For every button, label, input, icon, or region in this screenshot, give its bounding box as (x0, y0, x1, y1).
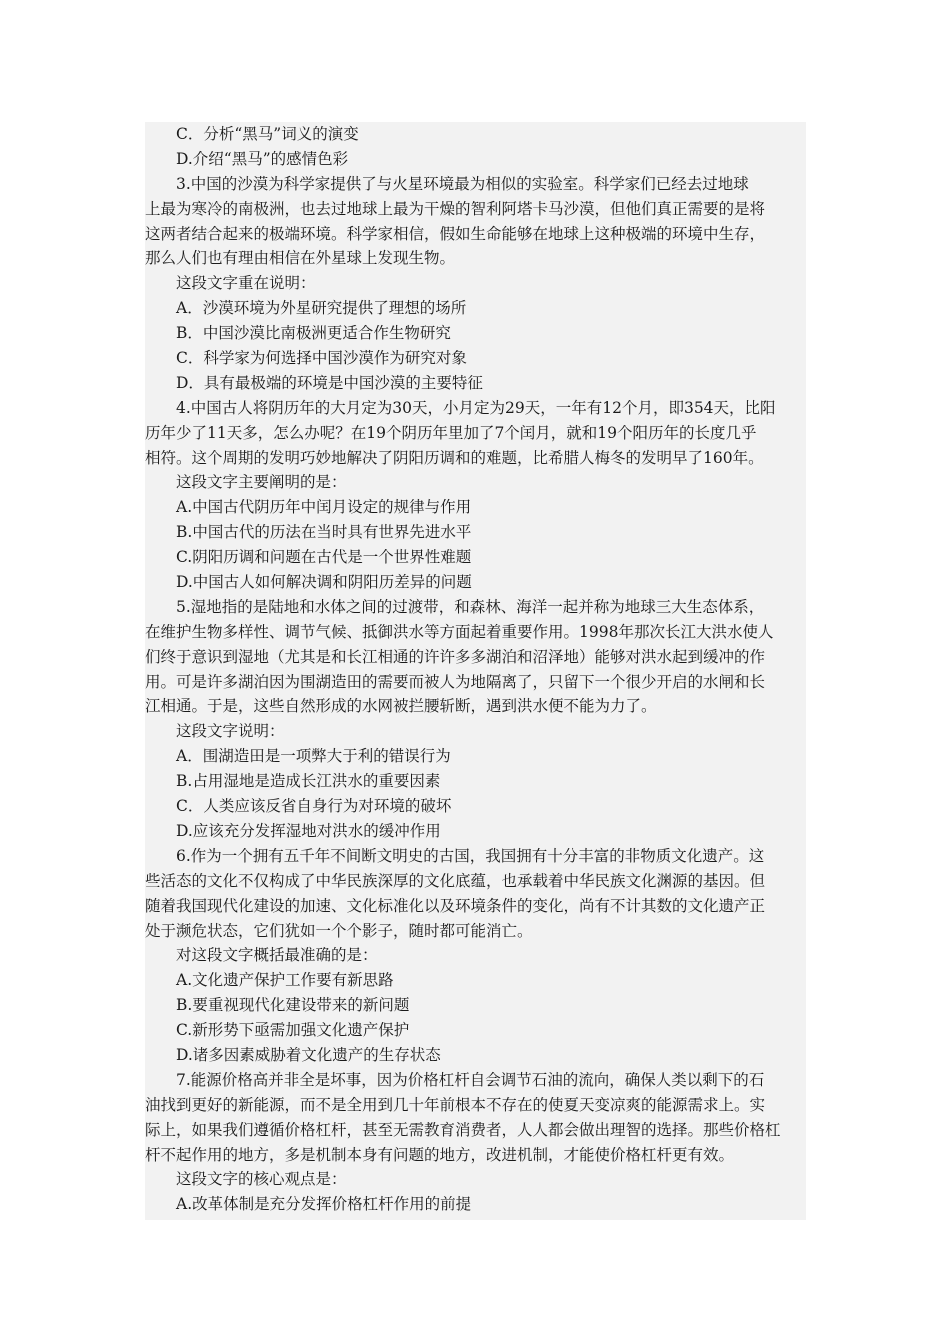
answer-option: C.新形势下亟需加强文化遗产保护 (176, 1021, 410, 1040)
answer-option: D.中国古人如何解决调和阴阳历差异的问题 (176, 573, 472, 592)
answer-option: A.改革体制是充分发挥价格杠杆作用的前提 (176, 1195, 472, 1214)
question-paragraph-start: 4.中国古人将阴历年的大月定为30天，小月定为29天，一年有12个月，即354天，比阳 (176, 398, 776, 417)
question-paragraph-line: 用。可是许多湖泊因为围湖造田的需要而被人为地隔离了，只留下一个很少开启的水闸和长 (145, 672, 766, 691)
question-paragraph-line: 上最为寒冷的南极洲，也去过地球上最为干燥的智利阿塔卡马沙漠，但他们真正需要的是将 (145, 199, 766, 218)
question-paragraph-line: 们终于意识到湿地（尤其是和长江相通的许许多多湖泊和沼泽地）能够对洪水起到缓冲的作 (145, 647, 766, 666)
answer-option: D.介绍“黑马”的感情色彩 (176, 149, 349, 168)
question-paragraph-line: 际上，如果我们遵循价格杠杆，甚至无需教育消费者，人人都会做出理智的选择。那些价格杠 (145, 1120, 781, 1139)
answer-option: D．具有最极端的环境是中国沙漠的主要特征 (176, 373, 483, 392)
answer-option: B.占用湿地是造成长江洪水的重要因素 (176, 772, 441, 791)
question-prompt: 对这段文字概括最准确的是： (176, 946, 378, 965)
answer-option: A.文化遗产保护工作要有新思路 (176, 971, 394, 990)
question-prompt: 这段文字重在说明： (176, 274, 316, 293)
question-paragraph-line: 那么人们也有理由相信在外星球上发现生物。 (145, 249, 456, 268)
question-prompt: 这段文字说明： (176, 722, 285, 741)
question-paragraph-line: 这两者结合起来的极端环境。科学家相信，假如生命能够在地球上这种极端的环境中生存， (145, 224, 766, 243)
answer-option: C．人类应该反省自身行为对环境的破坏 (176, 797, 452, 816)
question-paragraph-line: 些活态的文化不仅构成了中华民族深厚的文化底蕴，也承载着中华民族文化渊源的基因。但 (145, 871, 766, 890)
answer-option: A．沙漠环境为外星研究提供了理想的场所 (176, 299, 467, 318)
question-prompt: 这段文字的核心观点是： (176, 1170, 347, 1189)
answer-option: C．分析“黑马”词义的演变 (176, 125, 359, 143)
answer-option: D.诸多因素威胁着文化遗产的生存状态 (176, 1045, 441, 1064)
answer-option: C.阴阳历调和问题在古代是一个世界性难题 (176, 548, 472, 567)
question-paragraph-line: 油找到更好的新能源，而不是全用到几十年前根本不存在的使夏天变凉爽的能源需求上。实 (145, 1095, 766, 1114)
answer-option: B.要重视现代化建设带来的新问题 (176, 996, 410, 1015)
answer-option: A.中国古代阴历年中闰月设定的规律与作用 (176, 498, 472, 517)
question-paragraph-start: 7.能源价格高并非全是坏事，因为价格杠杆自会调节石油的流向，确保人类以剩下的石 (176, 1070, 765, 1089)
document-text-block (145, 122, 806, 1220)
question-paragraph-start: 6.作为一个拥有五千年不间断文明史的古国，我国拥有十分丰富的非物质文化遗产。这 (176, 846, 765, 865)
answer-option: D.应该充分发挥湿地对洪水的缓冲作用 (176, 821, 441, 840)
answer-option: B.中国古代的历法在当时具有世界先进水平 (176, 523, 472, 542)
question-paragraph-line: 处于濒危状态，它们犹如一个个影子，随时都可能消亡。 (145, 921, 533, 940)
answer-option: A．围湖造田是一项弊大于利的错误行为 (176, 747, 451, 766)
question-paragraph-line: 相符。这个周期的发明巧妙地解决了阴阳历调和的难题，比希腊人梅冬的发明早了160年。 (145, 448, 764, 467)
question-paragraph-line: 江相通。于是，这些自然形成的水网被拦腰斩断，遇到洪水便不能为力了。 (145, 697, 657, 716)
question-paragraph-start: 3.中国的沙漠为科学家提供了与火星环境最为相似的实验室。科学家们已经去过地球 (176, 174, 749, 193)
question-paragraph-line: 历年少了11天多，怎么办呢？在19个阴历年里加了7个闰月，就和19个阳历年的长度几乎 (145, 423, 757, 442)
question-paragraph-line: 在维护生物多样性、调节气候、抵御洪水等方面起着重要作用。1998年那次长江大洪水使人 (145, 622, 774, 641)
question-paragraph-start: 5.湿地指的是陆地和水体之间的过渡带，和森林、海洋一起并称为地球三大生态体系， (176, 597, 765, 616)
question-prompt: 这段文字主要阐明的是： (176, 473, 347, 492)
question-paragraph-line: 杆不起作用的地方，多是机制本身有问题的地方，改进机制，才能使价格杠杆更有效。 (145, 1145, 735, 1164)
answer-option: B．中国沙漠比南极洲更适合作生物研究 (176, 324, 451, 343)
question-paragraph-line: 随着我国现代化建设的加速、文化标准化以及环境条件的变化，尚有不计其数的文化遗产正 (145, 896, 766, 915)
answer-option: C．科学家为何选择中国沙漠作为研究对象 (176, 349, 467, 368)
